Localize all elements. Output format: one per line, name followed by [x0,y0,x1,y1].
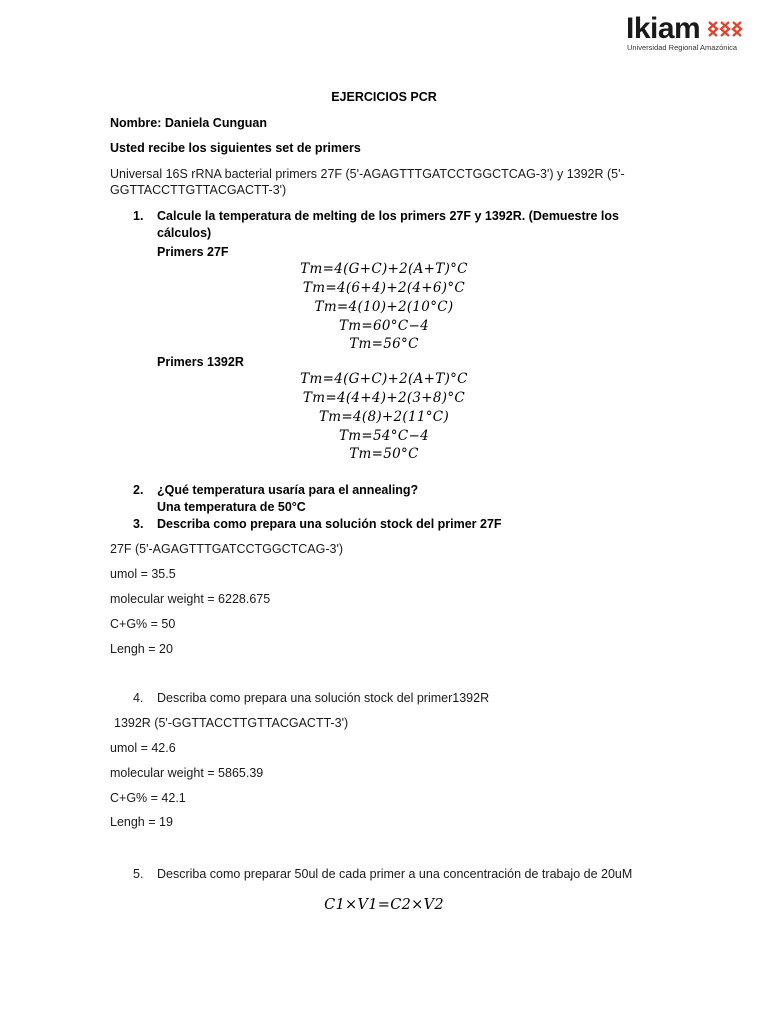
eq-1392r-line-3: Tm=4(8)+2(11°C) [318,409,450,425]
primer-1392r-sequence: 1392R (5'-GGTTACCTTGTTACGACTT-3') [114,716,349,730]
primer-1392r-gc: C+G% = 42.1 [110,791,186,805]
q3-question: Describa como prepara una solución stock del primer 27F [157,517,502,531]
intro-heading: Usted recibe los siguientes set de primers [110,141,361,155]
primers-27f-label: Primers 27F [157,245,229,259]
q4-number: 4. [133,691,144,705]
eq-27f-line-2: Tm=4(6+4)+2(4+6)°C [302,280,466,296]
dilution-equation: C1×V1=C2×V2 [324,897,444,913]
student-name: Nombre: Daniela Cunguan [110,116,267,130]
primer-27f-umol: umol = 35.5 [110,567,176,581]
primer-1392r-mw: molecular weight = 5865.39 [110,766,264,780]
primer-27f-sequence: 27F (5'-AGAGTTTGATCCTGGCTCAG-3') [110,542,344,556]
q1-text-line-2: cálculos) [157,226,212,240]
eq-1392r-line-2: Tm=4(4+4)+2(3+8)°C [302,390,466,406]
q5-question: Describa como preparar 50ul de cada primer a una concentración de trabajo de 20uM [157,867,633,881]
primer-1392r-length: Lengh = 19 [110,815,173,829]
q1-number: 1. [133,209,144,223]
eq-1392r-line-1: Tm=4(G+C)+2(A+T)°C [300,371,468,387]
intro-line-2: GGTTACCTTGTTACGACTT-3') [110,183,287,197]
q4-question: Describa como prepara una solución stock del primer1392R [157,691,490,705]
primer-1392r-umol: umol = 42.6 [110,741,176,755]
q1-text-line-1: Calcule la temperatura de melting de los primers 27F y 1392R. (Demuestre los [157,209,619,223]
eq-27f-line-1: Tm=4(G+C)+2(A+T)°C [300,261,468,277]
q2-answer: Una temperatura de 50°C [157,500,306,514]
logo-word: Ikiam [626,12,701,45]
logo [626,14,744,54]
primer-27f-gc: C+G% = 50 [110,617,176,631]
intro-line-1: Universal 16S rRNA bacterial primers 27F (5'-AGAGTTTGATCCTGGCTCAG-3') y 1392R (5'- [110,167,625,181]
q2-question: ¿Qué temperatura usaría para el annealing? [157,483,419,497]
eq-27f-line-5: Tm=56°C [349,336,419,352]
logo-subtitle: Universidad Regional Amazónica [627,43,738,52]
eq-1392r-line-5: Tm=50°C [349,446,419,462]
q2-number: 2. [133,483,144,497]
page-title: EJERCICIOS PCR [331,90,437,104]
primer-27f-length: Lengh = 20 [110,642,173,656]
eq-27f-line-4: Tm=60°C−4 [339,318,429,334]
q5-number: 5. [133,867,144,881]
primer-27f-mw: molecular weight = 6228.675 [110,592,271,606]
eq-1392r-line-4: Tm=54°C−4 [339,428,429,444]
q3-number: 3. [133,517,144,531]
eq-27f-line-3: Tm=4(10)+2(10°C) [314,299,454,315]
primers-1392r-label: Primers 1392R [157,355,244,369]
logo-pattern-icon [708,20,744,38]
